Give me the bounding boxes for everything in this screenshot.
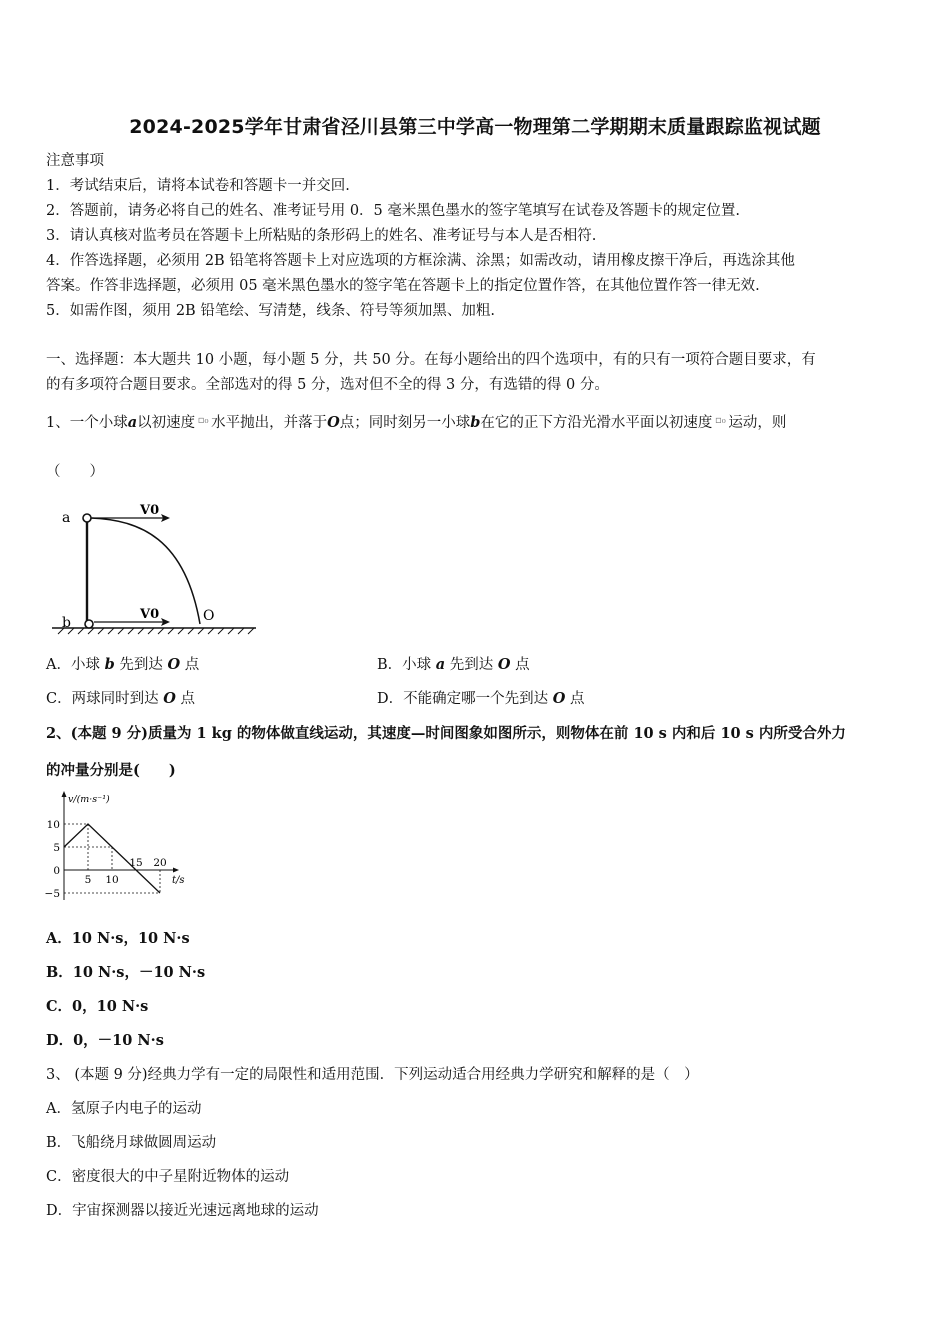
chart-x-tick-label: 5 (84, 874, 92, 886)
question-1-option-c[interactable]: C．两球同时到达 O 点 (46, 690, 195, 707)
chart-y-tick-label: 5 (53, 842, 60, 854)
chart-x-tick-label: 10 (105, 874, 119, 886)
chart-y-tick-label: 0 (53, 865, 60, 877)
question-3-stem: 3、 (本题 9 分)经典力学有一定的局限性和适用范围．下列运动适合用经典力学研究和解释的是（ ） (46, 1067, 699, 1083)
chart-x-axis-arrow (173, 868, 179, 873)
question-1-option-a[interactable]: A．小球 b 先到达 O 点 (46, 656, 200, 673)
question-1-bracket: （ ） (46, 464, 104, 480)
question-1-option-d[interactable]: D．不能确定哪一个先到达 O 点 (377, 690, 585, 707)
notice-item: 2．答题前，请务必将自己的姓名、准考证号用 0．5 毫米黑色墨水的签字笔填写在试卷及答题卡的规定位置. (46, 203, 740, 219)
missing-image-icon: ▫₀ (197, 415, 209, 426)
notice-item: 答案。作答非选择题，必须用 05 毫米黑色墨水的签字笔在答题卡上的指定位置作答，在其他位置作答一律无效. (46, 278, 760, 294)
question-2-stem-cont: 的冲量分别是( ) (46, 762, 176, 779)
question-2-option-a[interactable]: A．10 N·s，10 N·s (46, 930, 190, 947)
question-2-option-c[interactable]: C．0，10 N·s (46, 998, 149, 1015)
point-o-label: O (203, 608, 215, 624)
velocity-label-bottom: V0 (140, 607, 160, 622)
notice-heading: 注意事项 (46, 153, 104, 169)
velocity-time-chart (40, 788, 190, 903)
question-3-option-d[interactable]: D．宇宙探测器以接近光速远离地球的运动 (46, 1203, 319, 1219)
chart-y-tick-label: 10 (46, 819, 60, 831)
notice-item: 4．作答选择题，必须用 2B 铅笔将答题卡上对应选项的方框涂满、涂黑；如需改动，请用橡皮擦干净后，再选涂其他 (46, 253, 795, 269)
ball-b-label: b (62, 615, 71, 631)
question-2-stem: 2、(本题 9 分)质量为 1 kg 的物体做直线运动，其速度—时间图象如图所示，则物体在前 10 s 内和后 10 s 内所受合外力 (46, 725, 846, 742)
projectile-figure (50, 498, 260, 640)
chart-y-axis-label: v/(m·s⁻¹) (68, 794, 110, 805)
chart-y-axis-arrow (62, 791, 67, 797)
notice-item: 5．如需作图，须用 2B 铅笔绘、写清楚，线条、符号等须加黑、加粗. (46, 303, 495, 319)
velocity-label-top: V0 (140, 503, 160, 518)
chart-x-tick-label: 20 (153, 857, 167, 869)
question-1-stem: 1、一个小球a以初速度 ▫₀ 水平抛出，并落于O点；同时刻另一小球b在它的正下方沿光滑水平面以初速度 ▫₀ 运动，则 (46, 414, 787, 431)
chart-y-tick-label: −5 (44, 888, 60, 900)
page-title: 2024-2025学年甘肃省泾川县第三中学高一物理第二学期期末质量跟踪监视试题 (129, 116, 821, 138)
chart-x-axis-label: t/s (172, 875, 185, 886)
missing-image-icon: ▫₀ (715, 415, 726, 426)
question-2-option-b[interactable]: B．10 N·s，－10 N·s (46, 964, 206, 981)
question-1-option-b[interactable]: B．小球 a 先到达 O 点 (377, 656, 530, 673)
ball-a-label: a (62, 510, 71, 526)
notice-item: 3．请认真核对监考员在答题卡上所粘贴的条形码上的姓名、准考证号与本人是否相符. (46, 228, 597, 244)
question-3-option-a[interactable]: A．氢原子内电子的运动 (46, 1101, 202, 1117)
section-instructions: 的有多项符合题目要求。全部选对的得 5 分，选对但不全的得 3 分，有选错的得 0 分。 (46, 377, 609, 393)
notice-item: 1．考试结束后，请将本试卷和答题卡一并交回. (46, 178, 350, 194)
question-2-option-d[interactable]: D．0，－10 N·s (46, 1032, 164, 1049)
question-3-option-c[interactable]: C．密度很大的中子星附近物体的运动 (46, 1169, 290, 1185)
chart-x-tick-label: 15 (129, 857, 143, 869)
question-3-option-b[interactable]: B．飞船绕月球做圆周运动 (46, 1135, 217, 1151)
section-instructions: 一、选择题：本大题共 10 小题，每小题 5 分，共 50 分。在每小题给出的四个选项中，有的只有一项符合题目要求，有 (46, 352, 816, 368)
